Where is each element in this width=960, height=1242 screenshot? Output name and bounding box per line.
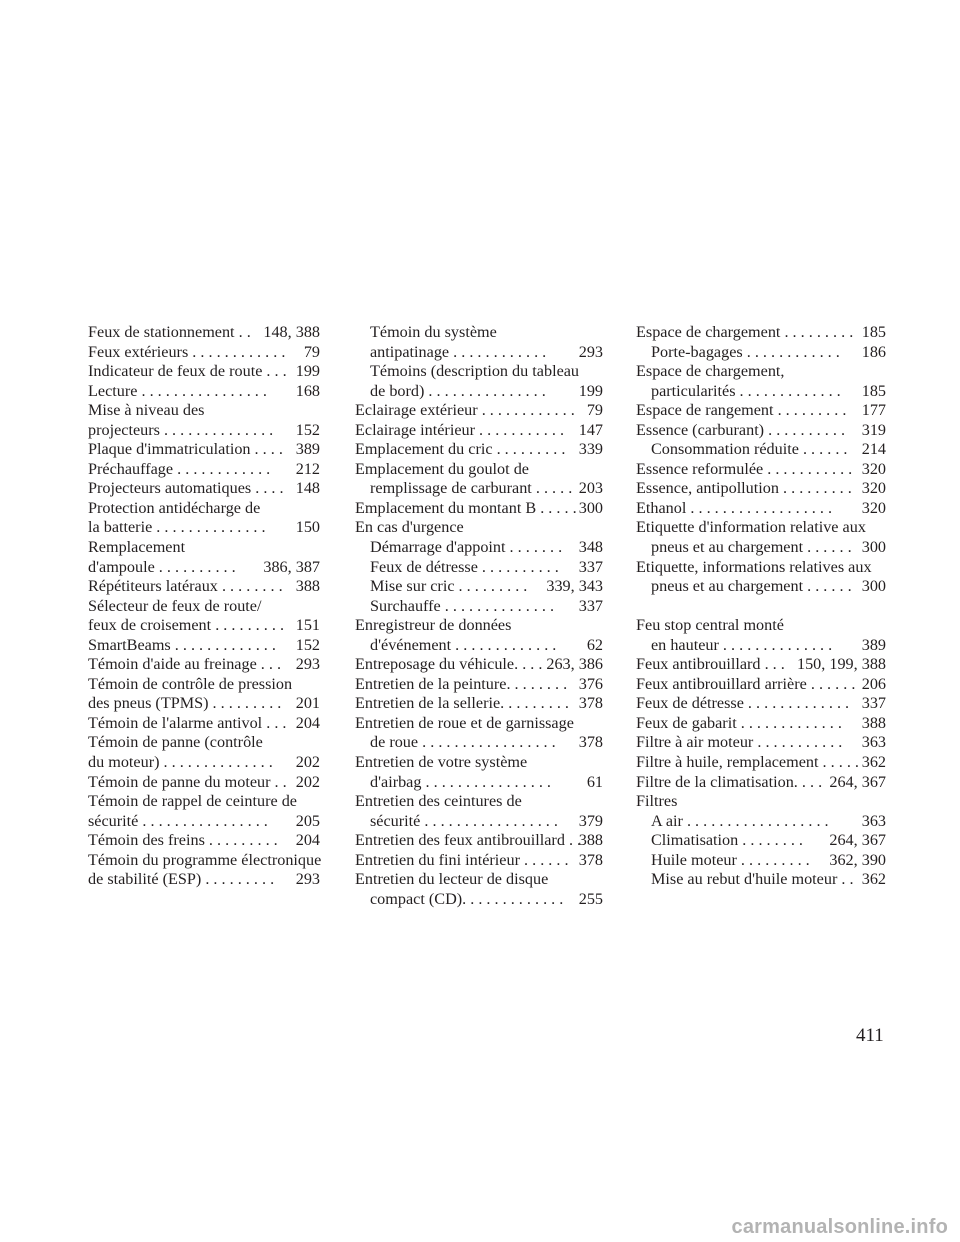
index-entry <box>88 831 320 851</box>
index-term: Feux de détresse . . . . . . . . . . . . . <box>636 694 850 713</box>
index-page-ref: 202 <box>295 753 320 772</box>
index-term: Entreposage du véhicule. . . . <box>355 655 543 674</box>
index-page-ref: 388 <box>578 831 603 850</box>
index-entry <box>636 812 886 832</box>
index-entry <box>636 870 886 890</box>
index-entry <box>88 694 320 714</box>
index-entry <box>355 636 603 656</box>
index-entry <box>636 558 886 578</box>
index-entry <box>355 479 603 499</box>
index-page-ref: 376 <box>578 674 603 693</box>
index-entry <box>636 382 886 402</box>
index-page-ref: 150, 199, 388 <box>796 655 886 674</box>
index-term: Remplacement <box>88 538 186 557</box>
index-entry <box>636 577 886 597</box>
index-entry <box>355 831 603 851</box>
index-term: Espace de rangement . . . . . . . . . <box>636 401 847 420</box>
index-term: Plaque d'immatriculation . . . . <box>88 440 283 459</box>
index-entry <box>88 518 320 538</box>
index-page-ref: 363 <box>861 811 886 830</box>
index-entry <box>355 421 603 441</box>
index-entry <box>355 694 603 714</box>
index-page-ref: 389 <box>295 440 320 459</box>
index-entry <box>355 401 603 421</box>
index-entry <box>355 753 603 773</box>
index-term: Sélecteur de feux de route/ <box>88 596 262 615</box>
index-page-ref: 202 <box>295 772 320 791</box>
index-page-ref: 319 <box>861 420 886 439</box>
index-term: Témoin des freins . . . . . . . . . <box>88 831 278 850</box>
index-page-ref: 300 <box>861 538 886 557</box>
index-term: A air . . . . . . . . . . . . . . . . . . <box>651 811 829 830</box>
index-term: d'airbag . . . . . . . . . . . . . . . . <box>370 772 551 791</box>
index-entry <box>88 812 320 832</box>
index-term: Entretien du fini intérieur . . . . . . <box>355 850 569 869</box>
index-page-ref: 152 <box>295 420 320 439</box>
index-term: Huile moteur . . . . . . . . . <box>651 850 810 869</box>
index-entry <box>355 733 603 753</box>
index-term: En cas d'urgence <box>355 518 464 537</box>
index-entry <box>636 401 886 421</box>
index-page-ref: 337 <box>578 557 603 576</box>
index-term: Feux de gabarit . . . . . . . . . . . . . <box>636 713 842 732</box>
index-entry <box>636 694 886 714</box>
index-entry <box>636 460 886 480</box>
index-page-ref: 204 <box>295 831 320 850</box>
index-entry <box>88 753 320 773</box>
index-page-ref: 320 <box>861 498 886 517</box>
index-entry <box>355 870 603 890</box>
index-term: Lecture . . . . . . . . . . . . . . . . <box>88 381 267 400</box>
index-entry <box>355 362 603 382</box>
index-term: Emplacement du montant B . . . . . <box>355 498 577 517</box>
index-entry <box>636 499 886 519</box>
index-term: pneus et au chargement . . . . . . <box>651 538 852 557</box>
index-page-ref: 152 <box>295 635 320 654</box>
index-term: Surchauffe . . . . . . . . . . . . . . <box>370 596 555 615</box>
index-entry <box>355 343 603 363</box>
index-term: Indicateur de feux de route . . . <box>88 362 287 381</box>
index-term: Entretien des ceintures de <box>355 792 522 811</box>
index-entry <box>636 675 886 695</box>
index-entry <box>355 440 603 460</box>
index-entry <box>88 499 320 519</box>
index-page-ref: 320 <box>861 459 886 478</box>
index-term: Témoins (description du tableau <box>370 362 580 381</box>
index-entry <box>88 558 320 578</box>
index-entry <box>88 323 320 343</box>
index-entry <box>355 675 603 695</box>
index-entry <box>88 597 320 617</box>
index-term: sécurité . . . . . . . . . . . . . . . . . <box>370 811 558 830</box>
index-page-ref: 293 <box>295 870 320 889</box>
index-page-ref: 186 <box>861 342 886 361</box>
index-entry <box>636 323 886 343</box>
index-term: de stabilité (ESP) . . . . . . . . . <box>88 870 275 889</box>
index-entry <box>636 733 886 753</box>
index-term: Ethanol . . . . . . . . . . . . . . . . . . <box>636 498 833 517</box>
index-term: Entretien des feux antibrouillard . . <box>355 831 582 850</box>
index-entry <box>636 538 886 558</box>
index-entry <box>636 440 886 460</box>
index-entry <box>355 597 603 617</box>
index-entry <box>636 831 886 851</box>
index-entry <box>355 812 603 832</box>
index-entry <box>636 479 886 499</box>
index-entry <box>355 792 603 812</box>
index-page-ref: 362, 390 <box>829 850 886 869</box>
index-entry <box>636 518 886 538</box>
index-page-ref: 320 <box>861 479 886 498</box>
index-page-ref: 201 <box>295 694 320 713</box>
index-term: Filtre à air moteur . . . . . . . . . . . <box>636 733 843 752</box>
index-page-ref: 177 <box>861 401 886 420</box>
index-page-ref: 348 <box>578 538 603 557</box>
index-term: Mise à niveau des <box>88 401 205 420</box>
index-page-ref: 386, 387 <box>263 557 320 576</box>
index-term: Entretien du lecteur de disque <box>355 870 549 889</box>
index-page-ref: 199 <box>578 381 603 400</box>
index-term: Emplacement du goulot de <box>355 459 529 478</box>
index-term: projecteurs . . . . . . . . . . . . . . <box>88 420 274 439</box>
index-term: Répétiteurs latéraux . . . . . . . . <box>88 577 283 596</box>
index-page-ref: 378 <box>578 694 603 713</box>
index-term: Porte-bagages . . . . . . . . . . . . <box>651 342 840 361</box>
index-term: des pneus (TPMS) . . . . . . . . . <box>88 694 282 713</box>
index-page-ref: 185 <box>861 323 886 341</box>
index-page-ref: 337 <box>578 596 603 615</box>
index-entry <box>88 440 320 460</box>
index-term: Témoin du système <box>370 323 497 341</box>
index-term: feux de croisement . . . . . . . . . <box>88 616 284 635</box>
index-term: compact (CD). . . . . . . . . . . . . <box>370 889 564 908</box>
index-entry <box>636 792 886 812</box>
index-page-ref: 62 <box>586 635 603 654</box>
index-term: remplissage de carburant . . . . . <box>370 479 573 498</box>
index-entry <box>88 421 320 441</box>
index-page-ref: 379 <box>578 811 603 830</box>
index-term: Filtre à huile, remplacement . . . . . <box>636 752 859 771</box>
index-entry <box>88 362 320 382</box>
page-number: 411 <box>856 1025 884 1046</box>
index-term: antipatinage . . . . . . . . . . . . <box>370 342 547 361</box>
index-entry <box>88 538 320 558</box>
index-term: Témoin de l'alarme antivol . . . <box>88 713 287 732</box>
index-page-ref: 212 <box>295 459 320 478</box>
index-page-ref: 389 <box>861 635 886 654</box>
index-term: Feux antibrouillard . . . <box>636 655 785 674</box>
watermark-text: carmanualsonline.info <box>731 1216 948 1238</box>
index-entry <box>88 616 320 636</box>
index-term: Espace de chargement, <box>636 362 785 381</box>
index-entry <box>636 773 886 793</box>
index-term: Témoin de rappel de ceinture de <box>88 792 297 811</box>
index-page-ref: 185 <box>861 381 886 400</box>
index-term: Mise au rebut d'huile moteur . . <box>651 870 854 889</box>
index-entry <box>88 714 320 734</box>
index-entry <box>355 323 603 343</box>
index-page-ref: 79 <box>586 401 603 420</box>
index-page-ref: 148 <box>295 479 320 498</box>
index-term: particularités . . . . . . . . . . . . . <box>651 381 841 400</box>
index-page-ref: 300 <box>578 498 603 517</box>
index-entry <box>88 401 320 421</box>
index-page-ref: 363 <box>861 733 886 752</box>
index-entry <box>88 655 320 675</box>
index-entry <box>355 851 603 871</box>
index-term: d'événement . . . . . . . . . . . . . <box>370 635 557 654</box>
index-entry <box>636 655 886 675</box>
index-entry <box>88 382 320 402</box>
index-entry <box>355 460 603 480</box>
index-page-ref: 151 <box>295 616 320 635</box>
index-term: Feux antibrouillard arrière . . . . . . <box>636 674 856 693</box>
index-term: Emplacement du cric . . . . . . . . . <box>355 440 566 459</box>
index-entry <box>88 343 320 363</box>
index-entry <box>88 675 320 695</box>
index-term: Projecteurs automatiques . . . . <box>88 479 284 498</box>
index-page-ref: 293 <box>578 342 603 361</box>
index-entry <box>88 636 320 656</box>
index-term: la batterie . . . . . . . . . . . . . . <box>88 518 266 537</box>
index-term: Entretien de roue et de garnissage <box>355 713 574 732</box>
index-term: Feux de détresse . . . . . . . . . . <box>370 557 559 576</box>
index-page-ref: 199 <box>295 362 320 381</box>
index-term: Eclairage intérieur . . . . . . . . . . . <box>355 420 565 439</box>
index-term: en hauteur . . . . . . . . . . . . . . <box>651 635 833 654</box>
index-page-ref: 293 <box>295 655 320 674</box>
index-term: du moteur) . . . . . . . . . . . . . . <box>88 753 273 772</box>
index-term: Filtre de la climatisation. . . . <box>636 772 823 791</box>
index-entry <box>88 792 320 812</box>
index-term: Espace de chargement . . . . . . . . . <box>636 323 854 341</box>
index-page-ref: 255 <box>578 889 603 908</box>
index-entry <box>355 538 603 558</box>
index-entry <box>636 362 886 382</box>
index-term: de bord) . . . . . . . . . . . . . . . <box>370 381 546 400</box>
index-term: Essence reformulée . . . . . . . . . . . <box>636 459 853 478</box>
index-term: Entretien de votre système <box>355 753 528 772</box>
index-term: Feux de stationnement . . <box>88 323 251 341</box>
index-term: Témoin de panne du moteur . . <box>88 772 287 791</box>
index-term: Filtres <box>636 792 678 811</box>
index-page-ref: 378 <box>578 850 603 869</box>
index-page-ref: 388 <box>295 577 320 596</box>
index-term: Mise sur cric . . . . . . . . . <box>370 577 528 596</box>
index-term: Enregistreur de données <box>355 616 512 635</box>
index-entry <box>355 382 603 402</box>
index-term: Feux extérieurs . . . . . . . . . . . . <box>88 342 286 361</box>
index-page-ref: 337 <box>861 694 886 713</box>
index-column-1 <box>88 323 320 890</box>
index-entry <box>636 343 886 363</box>
index-term: Entretien de la peinture. . . . . . . . <box>355 674 568 693</box>
index-page-ref: 264, 367 <box>829 772 886 791</box>
index-page-ref: 264, 367 <box>829 831 886 850</box>
index-entry <box>355 518 603 538</box>
index-term: Démarrage d'appoint . . . . . . . <box>370 538 563 557</box>
index-entry <box>88 460 320 480</box>
index-entry <box>355 655 603 675</box>
index-page-ref: 150 <box>295 518 320 537</box>
index-term: d'ampoule . . . . . . . . . . <box>88 557 236 576</box>
index-term: de roue . . . . . . . . . . . . . . . . . <box>370 733 556 752</box>
index-term: Etiquette, informations relatives aux <box>636 557 872 576</box>
index-entry <box>88 577 320 597</box>
index-term: Essence (carburant) . . . . . . . . . . <box>636 420 846 439</box>
index-entry <box>355 890 603 910</box>
index-term: Préchauffage . . . . . . . . . . . . <box>88 459 271 478</box>
index-term: SmartBeams . . . . . . . . . . . . . <box>88 635 276 654</box>
index-page-ref: 147 <box>578 420 603 439</box>
index-term: Témoin de panne (contrôle <box>88 733 263 752</box>
index-page-ref: 205 <box>295 811 320 830</box>
index-entry <box>636 421 886 441</box>
index-entry <box>636 636 886 656</box>
index-entry <box>355 616 603 636</box>
index-term: Essence, antipollution . . . . . . . . . <box>636 479 852 498</box>
index-term: sécurité . . . . . . . . . . . . . . . . <box>88 811 268 830</box>
index-term: Entretien de la sellerie. . . . . . . . . <box>355 694 569 713</box>
index-entry <box>88 773 320 793</box>
index-page-ref: 362 <box>861 870 886 889</box>
index-page-ref: 203 <box>578 479 603 498</box>
index-page-ref: 378 <box>578 733 603 752</box>
index-term: Protection antidécharge de <box>88 498 261 517</box>
index-page-ref: 388 <box>861 713 886 732</box>
index-page-ref: 61 <box>586 772 603 791</box>
index-term: Témoin d'aide au freinage . . . <box>88 655 282 674</box>
index-page-ref: 206 <box>861 674 886 693</box>
index-page-ref: 204 <box>295 713 320 732</box>
index-entry <box>355 499 603 519</box>
index-column-2 <box>355 323 603 909</box>
index-term: Eclairage extérieur . . . . . . . . . . . . <box>355 401 575 420</box>
index-term: Feu stop central monté <box>636 616 784 635</box>
index-entry <box>88 479 320 499</box>
index-page-ref: 339 <box>578 440 603 459</box>
index-entry <box>355 558 603 578</box>
index-term: Consommation réduite . . . . . . <box>651 440 848 459</box>
index-page-ref: 300 <box>861 577 886 596</box>
index-page-ref: 214 <box>861 440 886 459</box>
index-entry <box>636 714 886 734</box>
index-term: Témoin de contrôle de pression <box>88 674 293 693</box>
index-term: Climatisation . . . . . . . . <box>651 831 803 850</box>
index-entry <box>636 851 886 871</box>
index-page-ref: 148, 388 <box>263 323 320 341</box>
index-column-3 <box>636 323 886 890</box>
index-page-ref: 168 <box>295 381 320 400</box>
index-page-ref: 79 <box>303 342 320 361</box>
index-term: Etiquette d'information relative aux <box>636 518 866 537</box>
index-entry <box>355 773 603 793</box>
index-entry <box>636 616 886 636</box>
index-page-ref: 362 <box>861 752 886 771</box>
index-entry <box>355 577 603 597</box>
index-entry <box>636 753 886 773</box>
index-entry <box>88 851 320 871</box>
index-entry <box>88 870 320 890</box>
index-entry <box>88 733 320 753</box>
index-entry <box>355 714 603 734</box>
index-page-ref: 263, 386 <box>546 655 603 674</box>
index-term: Témoin du programme électronique <box>88 850 322 869</box>
index-term: pneus et au chargement . . . . . . <box>651 577 852 596</box>
index-page-ref: 339, 343 <box>546 577 603 596</box>
